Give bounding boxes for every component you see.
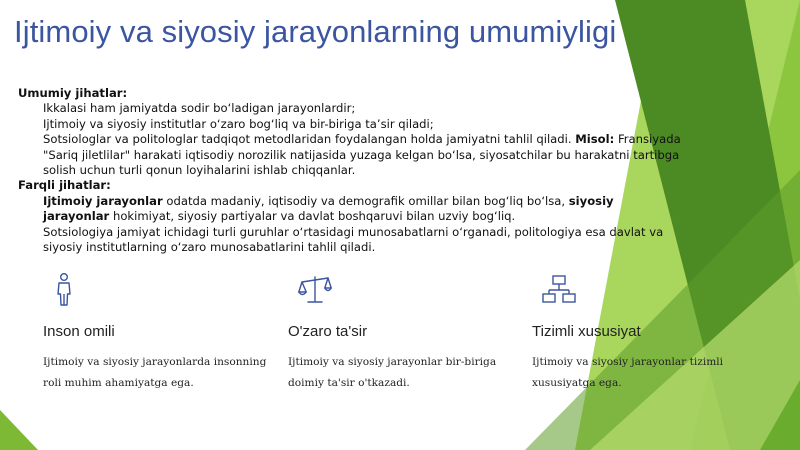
card-tizimli-xususiyat [532,272,767,394]
common-heading: Umumiy jihatlar: [18,86,128,100]
diff-text: odatda madaniy, iqtisodiy va demografik omillar bilan bog‘liq bo‘lsa, [162,193,569,208]
card-desc: Ijtimoiy va siyosiy jarayonlarda insonning roli muhim ahamiyatga ega. [43,356,267,389]
bottom-left-triangle [0,410,38,450]
common-item: Ijtimoiy va siyosiy institutlar o‘zaro bog‘liq va bir-biriga ta’sir qiladi; [43,116,434,131]
page-title: Ijtimoiy va siyosiy jarayonlarning umumiyligi [14,14,617,49]
main-content [18,86,683,255]
common-item: Ikkalasi ham jamiyatda sodir bo‘ladigan jarayonlardir; [43,101,356,116]
scales-icon [298,272,332,306]
diff-bold-social: Ijtimoiy jarayonlar [43,193,163,208]
example-label: Misol: [575,132,615,147]
card-desc: Ijtimoiy va siyosiy jarayonlar tizimli xususiyatga ega. [532,356,724,389]
example-text: Fransiyada "Sariq jiletlilar" harakati iqtisodiy norozilik natijasida yuzaga kelgan bo‘lsa, siyosatchilar bu harakatni tartibga solish uchun turli qonun loyihalarini ishlab chiqqanlar. [43,132,681,178]
diff-item: Sotsiologiya jamiyat ichidagi turli guruhlar o‘rtasidagi munosabatlarni o‘rganadi, politologiya esa davlat va siyosiy institutlarning o‘zaro munosabatlarini tahlil qiladi. [43,224,664,255]
diff-heading: Farqli jihatlar: [18,178,111,193]
person-icon [53,272,75,306]
card-title: O'zaro ta'sir [288,323,368,340]
diff-item [18,194,683,225]
hierarchy-icon [542,272,576,306]
diff-text: hokimiyat, siyosiy partiyalar va davlat boshqaruvi bilan uzviy bog‘liq. [109,209,516,224]
card-title: Tizimli xususiyat [532,323,641,340]
diff-bold-political: siyosiy jarayonlar [43,193,614,224]
common-item-with-example [18,132,683,178]
card-inson-omili [43,272,278,394]
card-title: Inson omili [43,323,115,340]
card-desc: Ijtimoiy va siyosiy jarayonlar bir-biriga doimiy ta'sir o'tkazadi. [288,356,497,389]
card-ozaro-tasir [288,272,523,394]
common-item-text: Sotsiologlar va politologlar tadqiqot metodlaridan foydalangan holda jamiyatni tahlil qiladi. [43,132,572,147]
